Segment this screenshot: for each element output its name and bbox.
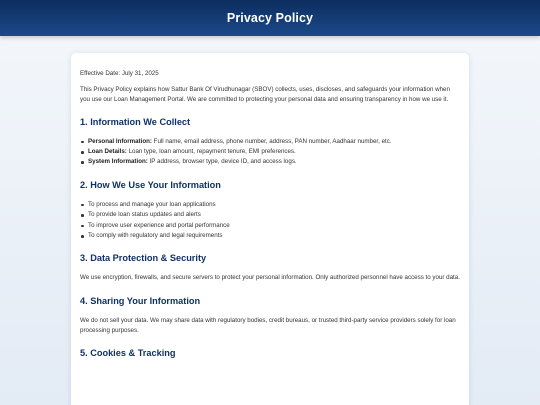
section-heading-information-collected: 1. Information We Collect xyxy=(80,116,191,127)
section-heading-sharing: 4. Sharing Your Information xyxy=(80,295,201,306)
section-heading-how-we-use: 2. How We Use Your Information xyxy=(80,179,221,190)
information-collected-list xyxy=(80,137,460,168)
how-we-use-list xyxy=(80,200,460,242)
list-item xyxy=(80,137,460,147)
list-item xyxy=(80,157,460,167)
list-item-label: System Information: xyxy=(88,158,148,166)
data-protection-paragraph: We use encryption, firewalls, and secure servers to protect your personal information. Only authorized personnel have access to your data. xyxy=(80,274,460,282)
list-item-label: Loan Details: xyxy=(88,148,127,156)
list-item: To process and manage your loan applications xyxy=(80,200,460,210)
intro-paragraph: This Privacy Policy explains how Sattur Bank Of Virudhunagar (SBOV) collects, uses, discloses, and safeguards your information when you use our Loan Management Portal. We are committed to protecting your personal data and ensuring transparency in how we use it. xyxy=(80,86,450,104)
list-item: To provide loan status updates and alerts xyxy=(80,210,460,220)
sharing-paragraph: We do not sell your data. We may share data with regulatory bodies, credit bureaus, or trusted third-party service providers solely for loan processing purposes. xyxy=(80,316,456,334)
list-item-text: IP address, browser type, device ID, and access logs. xyxy=(147,158,297,166)
section-heading-cookies: 5. Cookies & Tracking xyxy=(80,348,176,359)
list-item-text: Loan type, loan amount, repayment tenure, EMI preferences. xyxy=(126,148,296,156)
list-item: To improve user experience and portal performance xyxy=(80,221,460,231)
list-item xyxy=(80,147,460,157)
section-heading-data-protection: 3. Data Protection & Security xyxy=(80,253,207,264)
page-header xyxy=(0,0,540,36)
list-item-text: Full name, email address, phone number, address, PAN number, Aadhaar number, etc. xyxy=(151,137,392,145)
page-title: Privacy Policy xyxy=(226,11,314,25)
list-item: To comply with regulatory and legal requirements xyxy=(80,231,460,241)
list-item-label: Personal Information: xyxy=(88,137,152,145)
policy-card xyxy=(71,53,469,405)
effective-date: Effective Date: July 31, 2025 xyxy=(80,70,159,77)
